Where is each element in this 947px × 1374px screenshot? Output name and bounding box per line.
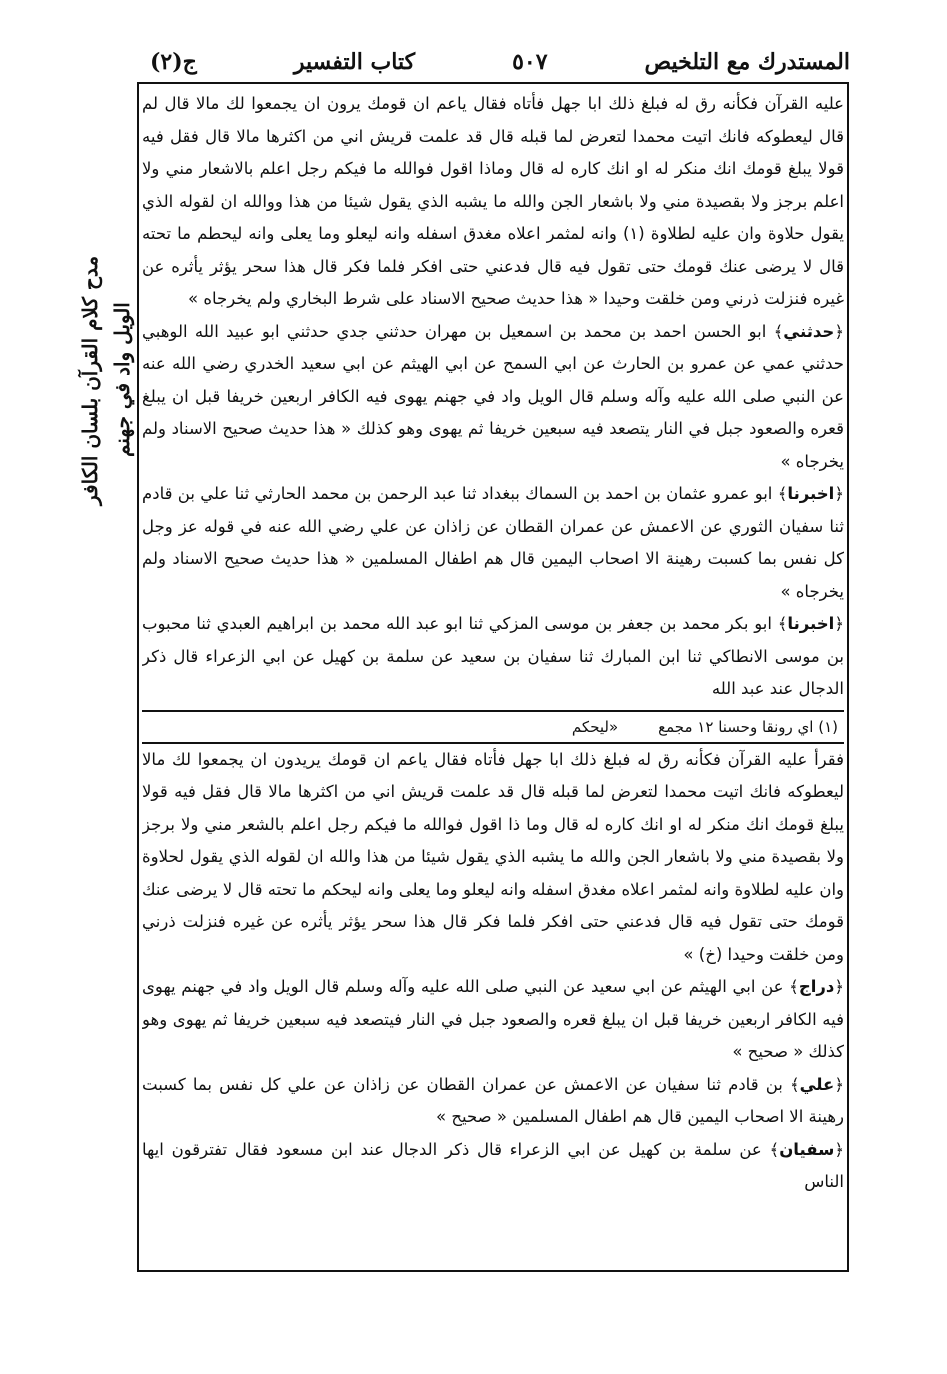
side-note: الويل واد في جهنم [110,302,134,458]
main-paragraph [142,88,844,316]
main-paragraph: ﴿اخبرنا﴾ ابو بكر محمد بن جعفر بن موسى المزكي ثنا ابو عبد الله محمد بن ابراهيم العبدي ثنا محبوب بن موسى الانطاكي ثنا ابن المبارك ثنا سفيان بن سعيد عن سلمة بن كهيل عن ابي الزعراء قال ذكر الدجال عند عبد الله [142,614,844,698]
paragraph-lead: حدثني [783,321,835,341]
paragraph-text: ابو الحسن احمد بن محمد بن اسمعيل بن مهران حدثني جدي حدثني ابو عبيد الله الوهبي حدثني عمي عن عمرو بن الحارث عن ابي السمح عن ابي الهيثم عن ابي سعيد الخدري رضي الله عنه عن النبي صلى الله عليه وآله وسلم قال الويل واد في جهنم يهوى فيه الكافر اربعين خريفا قبل ان يبلغ قعره والصعود جبل في النار يتصعد فيه سبعين خريفا ثم يهوى وهو كذلك « هذا حديث صحيح الاسناد ولم يخرجاه » [142,321,844,471]
paragraph-lead: علي [799,1074,835,1094]
page-header [150,40,850,84]
side-note: مدح كلام القرآن بلسان الكافر [78,255,102,505]
talkhis-paragraph: ﴿سفيان﴾ عن سلمة بن كهيل عن ابي الزعراء قال ذكر الدجال عند ابن مسعود فقال تفترقون ايها الناس [142,1139,844,1191]
page-number: ٥٠٧ [512,49,548,75]
paragraph-text: ابو عمرو عثمان بن احمد بن السماك ببغداد ثنا عبد الرحمن بن محمد الحارثي ثنا علي بن قادم ثنا سفيان الثوري عن الاعمش عن عمران القطان عن زاذان عن علي رضي الله عنه في قوله عز وجل كل نفس بما كسبت رهينة الا اصحاب اليمين قال هم اطفال المسلمين « هذا حديث صحيح الاسناد ولم يخرجاه » [142,484,844,601]
paragraph-lead: سفيان [779,1139,835,1159]
talkhis-paragraph: ﴿دراج﴾ عن ابي الهيثم عن ابي سعيد عن النبي صلى الله عليه وآله وسلم قال الويل واد في جهنم يهوى فيه الكافر اربعين خريفا قبل ان يبلغ قعره والصعود جبل في النار فيتصعد فيه سبعين خريفا ثم يهوى وهو كذلك « صحيح » [142,977,844,1061]
footnote-note: «ليحكم [571,717,619,736]
talkhis-paragraph [142,744,844,972]
paragraph-lead: دراج [798,977,835,996]
paragraph-text: فقرأ عليه القرآن فكأنه رق له فبلغ ذلك ابا جهل فأتاه فقال ياعم ان قومك يريدون ان يجمعوا لك مالا ليعطوكه فانك اتيت محمدا لتعرض لما قبله قال قد علمت قريش اني من اكثرها مالا قال فقل فيه قولا يبلغ قومك انك منكر له او انك كاره له قال وما ذا اقول فوالله ما فيكم رجل اعلم بالشعر مني ولا برجز ولا بقصيدة مني ولا باشعار الجن والله ما يشبه الذي يقول شيئا من هذا والله ان لقوله الذي يقول لحلاوة وان عليه لطلاوة وانه لمثمر اعلاه مغدق اسفله وانه ليعلو وما يعلى وانه ليحكم ما تحته قال لا يرضى عنك قومك حتى تقول فيه قال فدعني حتى افكر فلما فكر قال هذا سحر يؤثر يأثره عن غيره فنزلت ذرني ومن خلقت وحيدا (خ) » [142,749,844,964]
footnote [142,712,844,744]
paragraph-text: عن ابي الهيثم عن ابي سعيد عن النبي صلى الله عليه وآله وسلم قال الويل واد في جهنم يهوى فيه الكافر اربعين خريفا قبل ان يبلغ قعره والصعود جبل في النار فيتصعد فيه سبعين خريفا ثم يهوى وهو كذلك « صحيح » [142,977,844,1061]
paragraph-text: عن سلمة بن كهيل عن ابي الزعراء قال ذكر الدجال عند ابن مسعود فقال تفترقون ايها الناس [142,1139,844,1191]
volume-label: ج(٢) [150,49,197,75]
paragraph-text: بن قادم ثنا سفيان عن الاعمش عن عمران القطان عن زاذان عن علي كل نفس بما كسبت رهينة الا اصحاب اليمين قال هم اطفال المسلمين « صحيح » [142,1074,844,1126]
paragraph-lead: اخبرنا [787,484,835,503]
page-content [142,88,844,1268]
paragraph-text: عليه القرآن فكأنه رق له فبلغ ذلك ابا جهل فأتاه فقال ياعم ان قومك يرون ان يجمعوا لك مالا قال لم قال ليعطوكه فانك اتيت محمدا لتعرض لما قبله قال قد علمت قريش اني من اكثرها مالا قال فقل فيه قولا يبلغ قومك انك منكر له او انك كاره له قال وماذا اقول فوالله ما فيكم رجل اعلم بالاشعار مني ولا اعلم برجز ولا بقصيدة مني ولا باشعار الجن والله ما يشبه الذي يقول شيئا من هذا ووالله ان لقوله الذي يقول حلاوة وان عليه لطلاوة (١) وانه لمثمر اعلاه مغدق اسفله وانه ليعلو وما يعلى وانه ليحطم ما تحته قال لا يرضى عنك قومك حتى تقول فيه قال فدعني حتى افكر فلما فكر قال هذا سحر يؤثر يأثره عن غيره فنزلت ذرني ومن خلقت وحيدا « هذا حديث صحيح الاسناد على شرط البخاري ولم يخرجاه » [142,94,844,308]
talkhis-paragraph: ﴿علي﴾ بن قادم ثنا سفيان عن الاعمش عن عمران القطان عن زاذان عن علي كل نفس بما كسبت رهينة الا اصحاب اليمين قال هم اطفال المسلمين « صحيح » [142,1074,844,1126]
paragraph-lead: اخبرنا [787,614,835,633]
footnote-text: (١) اي رونقا وحسنا ١٢ مجمع [658,717,838,736]
section-title: كتاب التفسير [293,49,416,75]
book-title: المستدرك مع التلخيص [644,49,850,75]
side-notes [78,130,134,630]
main-paragraph: ﴿حدثني﴾ ابو الحسن احمد بن محمد بن اسمعيل بن مهران حدثني جدي حدثني ابو عبيد الله الوهبي حدثني عمي عن عمرو بن الحارث عن ابي السمح عن ابي الهيثم عن ابي سعيد الخدري رضي الله عنه عن النبي صلى الله عليه وآله وسلم قال الويل واد في جهنم يهوى فيه الكافر اربعين خريفا قبل ان يبلغ قعره والصعود جبل في النار يتصعد فيه سبعين خريفا ثم يهوى وهو كذلك « هذا حديث صحيح الاسناد ولم يخرجاه » [142,321,844,471]
paragraph-text: ابو بكر محمد بن جعفر بن موسى المزكي ثنا ابو عبد الله محمد بن ابراهيم العبدي ثنا محبوب بن موسى الانطاكي ثنا ابن المبارك ثنا سفيان بن سعيد عن سلمة بن كهيل عن ابي الزعراء قال ذكر الدجال عند عبد الله [142,614,844,698]
main-paragraph: ﴿اخبرنا﴾ ابو عمرو عثمان بن احمد بن السماك ببغداد ثنا عبد الرحمن بن محمد الحارثي ثنا علي بن قادم ثنا سفيان الثوري عن الاعمش عن عمران القطان عن زاذان عن علي رضي الله عنه في قوله عز وجل كل نفس بما كسبت رهينة الا اصحاب اليمين قال هم اطفال المسلمين « هذا حديث صحيح الاسناد ولم يخرجاه » [142,484,844,601]
